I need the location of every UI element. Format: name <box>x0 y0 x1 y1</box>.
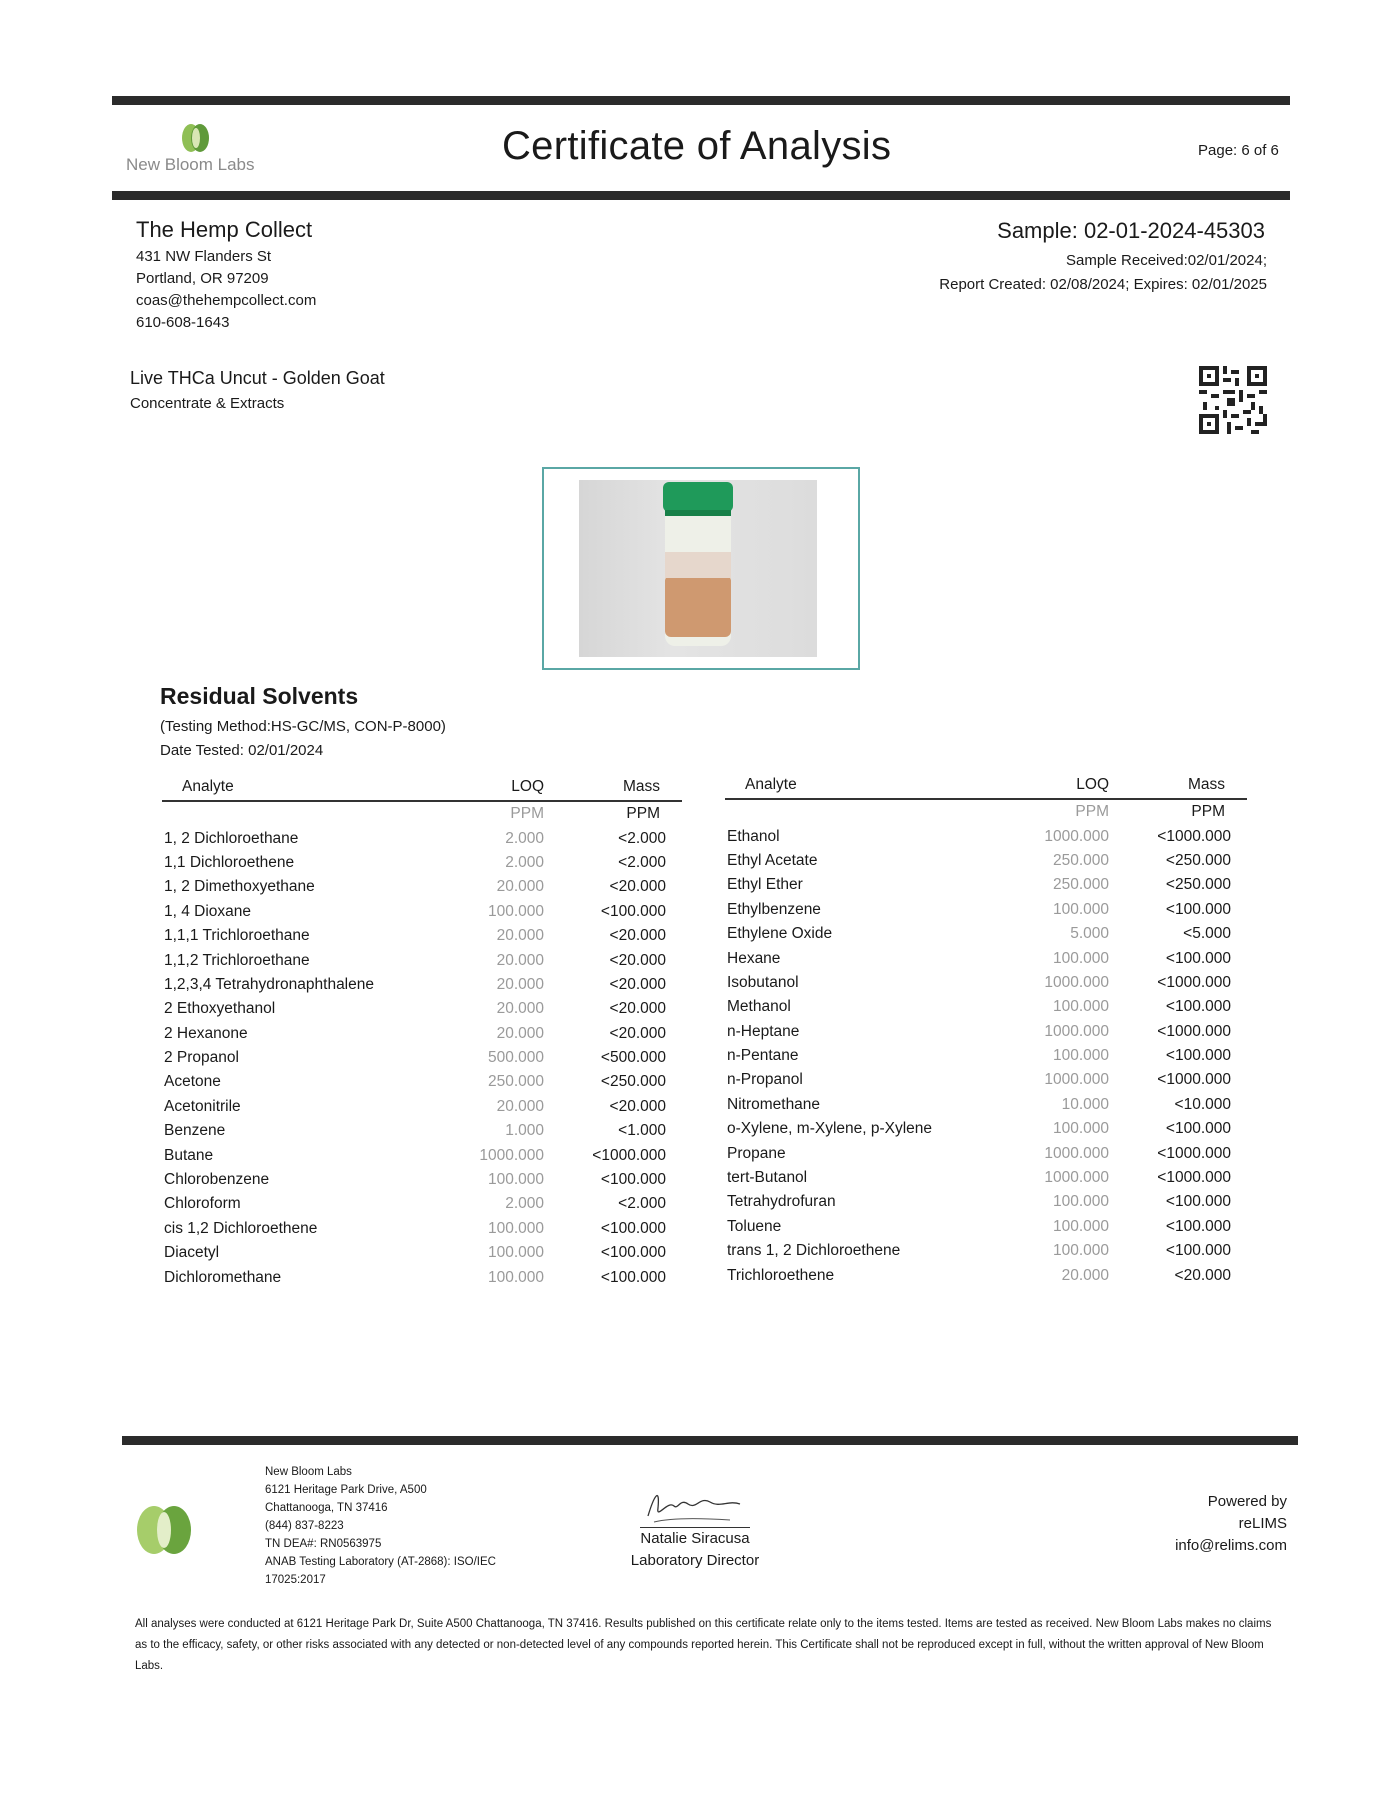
mass-cell: <1000.000 <box>592 1146 666 1164</box>
table-row <box>725 849 1247 873</box>
powered-by-block <box>1175 1491 1287 1557</box>
header-mass: Mass <box>1109 772 1247 799</box>
analyte-cell: Acetone <box>164 1073 221 1091</box>
mass-cell: <20.000 <box>609 927 666 945</box>
client-address <box>136 246 316 334</box>
analyte-cell: Ethanol <box>727 827 780 845</box>
lab-line: New Bloom Labs <box>265 1466 352 1478</box>
analyte-cell: 1,1,2 Trichloroethane <box>164 951 310 969</box>
powered-by-label: Powered by <box>1207 1493 1287 1510</box>
loq-cell: 20.000 <box>1061 1266 1109 1284</box>
table-row <box>725 1215 1247 1239</box>
loq-cell: 100.000 <box>487 902 544 920</box>
table-row <box>725 1044 1247 1068</box>
sample-id: Sample: 02-01-2024-45303 <box>997 218 1265 243</box>
analyte-cell: Ethyl Ether <box>727 876 803 894</box>
analyte-cell: Toluene <box>727 1217 782 1235</box>
analyte-cell: tert-Butanol <box>727 1169 808 1187</box>
table-row <box>725 1068 1247 1092</box>
table-row <box>725 995 1247 1019</box>
table-row <box>162 1168 682 1192</box>
mass-cell: <100.000 <box>600 1171 666 1189</box>
mass-cell: <20.000 <box>609 878 666 896</box>
loq-cell: 20.000 <box>496 1024 544 1042</box>
table-row <box>162 1046 682 1070</box>
loq-cell: 1000.000 <box>1044 827 1109 845</box>
table-row <box>725 1190 1247 1214</box>
analyte-cell: n-Pentane <box>727 1047 799 1065</box>
table-row <box>725 1166 1247 1190</box>
analyte-cell: 2 Hexanone <box>164 1024 248 1042</box>
unit-loq: PPM <box>510 805 544 823</box>
analyte-cell: Acetonitrile <box>164 1097 241 1115</box>
mass-cell: <1000.000 <box>1157 1071 1231 1089</box>
table-row <box>162 900 682 924</box>
analyte-cell: Hexane <box>727 949 781 967</box>
loq-cell: 100.000 <box>1052 900 1109 918</box>
sample-received: Sample Received:02/01/2024; <box>1066 252 1267 269</box>
loq-cell: 100.000 <box>1052 1120 1109 1138</box>
loq-cell: 1000.000 <box>1044 973 1109 991</box>
analyte-cell: n-Propanol <box>727 1071 803 1089</box>
analyte-cell: Ethyl Acetate <box>727 851 818 869</box>
mass-cell: <1000.000 <box>1157 1144 1231 1162</box>
analyte-cell: Chloroform <box>164 1195 241 1213</box>
table-row <box>725 922 1247 946</box>
mass-cell: <100.000 <box>1165 949 1231 967</box>
loq-cell: 100.000 <box>1052 998 1109 1016</box>
table-row <box>162 973 682 997</box>
mass-cell: <20.000 <box>609 1097 666 1115</box>
mass-cell: <100.000 <box>1165 1047 1231 1065</box>
analyte-cell: Ethylbenzene <box>727 900 821 918</box>
lab-line: 17025:2017 <box>265 1574 326 1586</box>
analyte-cell: 1,1 Dichloroethene <box>164 853 295 871</box>
mass-cell: <2.000 <box>618 1195 666 1213</box>
analyte-cell: 2 Propanol <box>164 1049 239 1067</box>
loq-cell: 100.000 <box>487 1244 544 1262</box>
loq-cell: 2.000 <box>505 853 544 871</box>
mass-cell: <250.000 <box>1165 876 1231 894</box>
table-row <box>725 824 1247 848</box>
table-row <box>162 851 682 875</box>
mass-cell: <2.000 <box>618 829 666 847</box>
sample-vial-icon <box>579 480 817 657</box>
loq-cell: 10.000 <box>1061 1095 1109 1113</box>
mass-cell: <100.000 <box>1165 1193 1231 1211</box>
table-row <box>162 924 682 948</box>
loq-cell: 1000.000 <box>479 1146 544 1164</box>
address-line-2: Portland, OR 97209 <box>136 270 269 287</box>
loq-cell: 500.000 <box>487 1049 544 1067</box>
unit-mass: PPM <box>626 805 660 823</box>
analyte-cell: Methanol <box>727 998 791 1016</box>
table-header-row <box>725 772 1247 799</box>
table-row <box>162 1022 682 1046</box>
table-row <box>162 1192 682 1216</box>
mass-cell: <5.000 <box>1183 925 1231 943</box>
powered-by-name: reLIMS <box>1238 1515 1287 1532</box>
analyte-cell: 1, 4 Dioxane <box>164 902 252 920</box>
analyte-cell: Isobutanol <box>727 973 799 991</box>
analyte-cell: 2 Ethoxyethanol <box>164 1000 276 1018</box>
date-tested: Date Tested: 02/01/2024 <box>160 742 324 759</box>
mass-cell: <1000.000 <box>1157 973 1231 991</box>
mass-cell: <20.000 <box>609 1000 666 1018</box>
loq-cell: 100.000 <box>487 1268 544 1286</box>
document-title: Certificate of Analysis <box>502 124 892 168</box>
loq-cell: 1.000 <box>505 1122 544 1140</box>
logo-text: New Bloom Labs <box>126 155 255 174</box>
table-header-row <box>162 774 682 801</box>
table-row <box>162 1143 682 1167</box>
header-analyte: Analyte <box>162 774 432 801</box>
mass-cell: <1000.000 <box>1157 827 1231 845</box>
analyte-cell: Diacetyl <box>164 1244 220 1262</box>
mass-cell: <250.000 <box>1165 851 1231 869</box>
mass-cell: <100.000 <box>600 1244 666 1262</box>
analyte-cell: Chlorobenzene <box>164 1171 270 1189</box>
table-row <box>162 875 682 899</box>
loq-cell: 1000.000 <box>1044 1169 1109 1187</box>
header-loq: LOQ <box>432 774 544 801</box>
loq-cell: 2.000 <box>505 1195 544 1213</box>
mass-cell: <20.000 <box>609 1024 666 1042</box>
mass-cell: <100.000 <box>600 902 666 920</box>
loq-cell: 1000.000 <box>1044 1144 1109 1162</box>
analyte-cell: Benzene <box>164 1122 226 1140</box>
mass-cell: <20.000 <box>1174 1266 1231 1284</box>
lab-line: Chattanooga, TN 37416 <box>265 1502 388 1514</box>
loq-cell: 100.000 <box>487 1171 544 1189</box>
analyte-cell: 1, 2 Dichloroethane <box>164 829 299 847</box>
loq-cell: 250.000 <box>487 1073 544 1091</box>
header-analyte: Analyte <box>725 772 997 799</box>
mass-cell: <500.000 <box>600 1049 666 1067</box>
loq-cell: 2.000 <box>505 829 544 847</box>
table-row <box>725 1141 1247 1165</box>
analyte-cell: cis 1,2 Dichloroethene <box>164 1219 318 1237</box>
analyte-cell: Ethylene Oxide <box>727 925 833 943</box>
units-row <box>725 799 1247 824</box>
table-row <box>162 1217 682 1241</box>
analyte-cell: Dichloromethane <box>164 1268 282 1286</box>
mass-cell: <1.000 <box>618 1122 666 1140</box>
header-mass: Mass <box>544 774 682 801</box>
lab-line: ANAB Testing Laboratory (AT-2868): ISO/IEC <box>265 1556 496 1568</box>
mass-cell: <2.000 <box>618 853 666 871</box>
analyte-cell: Propane <box>727 1144 786 1162</box>
mass-cell: <100.000 <box>1165 1120 1231 1138</box>
page-number: Page: 6 of 6 <box>1198 142 1279 159</box>
table-row <box>162 1095 682 1119</box>
top-rule <box>112 96 1290 105</box>
table-row <box>725 946 1247 970</box>
lab-line: (844) 837-8223 <box>265 1520 344 1532</box>
product-name: Live THCa Uncut - Golden Goat <box>130 368 385 388</box>
section-title: Residual Solvents <box>160 683 359 709</box>
table-row <box>162 1070 682 1094</box>
table-row <box>725 873 1247 897</box>
disclaimer: All analyses were conducted at 6121 Heritage Park Dr, Suite A500 Chattanooga, TN 37416. Results published on this certificate relate only to the items tested. Items are tested as received. New Bloom Labs makes no claims as to the efficacy, safety, or other risks associated with any detected or non-detected level of any compounds reported herein. This Certificate shall not be reproduced except in full, without the written approval of New Bloom Labs. <box>135 1618 1272 1672</box>
analyte-cell: 1,2,3,4 Tetrahydronaphthalene <box>164 975 374 993</box>
analyte-cell: Trichloroethene <box>727 1266 835 1284</box>
analyte-cell: Tetrahydrofuran <box>727 1193 836 1211</box>
table-row <box>162 1265 682 1289</box>
lab-line: TN DEA#: RN0563975 <box>265 1538 382 1550</box>
right-rows <box>725 799 1247 1288</box>
mass-cell: <250.000 <box>600 1073 666 1091</box>
loq-cell: 1000.000 <box>1044 1022 1109 1040</box>
mass-cell: <1000.000 <box>1157 1169 1231 1187</box>
client-phone: 610-608-1643 <box>136 314 230 331</box>
product-photo <box>579 480 817 657</box>
qr-code-icon[interactable] <box>1199 366 1267 434</box>
loq-cell: 100.000 <box>1052 949 1109 967</box>
loq-cell: 250.000 <box>1052 851 1109 869</box>
loq-cell: 1000.000 <box>1044 1071 1109 1089</box>
table-row <box>162 997 682 1021</box>
mass-cell: <100.000 <box>1165 1242 1231 1260</box>
analyte-cell: Nitromethane <box>727 1095 821 1113</box>
footer-logo <box>132 1500 198 1560</box>
analyte-cell: 1,1,1 Trichloroethane <box>164 927 310 945</box>
signature <box>640 1478 750 1528</box>
table-row <box>725 1117 1247 1141</box>
product-category: Concentrate & Extracts <box>130 395 285 412</box>
table-row <box>162 826 682 850</box>
loq-cell: 250.000 <box>1052 876 1109 894</box>
table-row <box>725 1093 1247 1117</box>
units-row <box>162 801 682 826</box>
mass-cell: <100.000 <box>600 1219 666 1237</box>
lab-address-block <box>265 1463 496 1589</box>
analyte-cell: trans 1, 2 Dichloroethene <box>727 1242 901 1260</box>
table-row <box>725 898 1247 922</box>
mass-cell: <20.000 <box>609 975 666 993</box>
solvents-table-left <box>162 774 682 1290</box>
mass-cell: <100.000 <box>1165 900 1231 918</box>
footer-rule <box>122 1436 1298 1445</box>
unit-mass: PPM <box>1191 803 1225 821</box>
address-line-1: 431 NW Flanders St <box>136 248 272 265</box>
table-row <box>725 971 1247 995</box>
client-name: The Hemp Collect <box>136 217 313 242</box>
table-row <box>725 1263 1247 1287</box>
testing-method: (Testing Method:HS-GC/MS, CON-P-8000) <box>160 718 446 735</box>
loq-cell: 20.000 <box>496 1000 544 1018</box>
lab-line: 6121 Heritage Park Drive, A500 <box>265 1484 427 1496</box>
mass-cell: <10.000 <box>1174 1095 1231 1113</box>
lab-logo <box>178 120 214 156</box>
table-row <box>162 1241 682 1265</box>
loq-cell: 20.000 <box>496 1097 544 1115</box>
analyte-cell: 1, 2 Dimethoxyethane <box>164 878 315 896</box>
header-loq: LOQ <box>997 772 1109 799</box>
loq-cell: 100.000 <box>487 1219 544 1237</box>
powered-by-email[interactable]: info@relims.com <box>1175 1537 1287 1554</box>
leaf-logo-icon <box>178 120 214 156</box>
left-rows <box>162 801 682 1290</box>
analyte-cell: n-Heptane <box>727 1022 800 1040</box>
solvents-table-right <box>725 772 1247 1288</box>
client-email: coas@thehempcollect.com <box>136 292 317 309</box>
analyte-cell: Butane <box>164 1146 214 1164</box>
table-row <box>162 1119 682 1143</box>
mass-cell: <1000.000 <box>1157 1022 1231 1040</box>
product-photo-frame <box>542 467 860 670</box>
leaf-logo-icon <box>132 1500 198 1560</box>
loq-cell: 100.000 <box>1052 1193 1109 1211</box>
mass-cell: <100.000 <box>1165 998 1231 1016</box>
mass-cell: <100.000 <box>1165 1217 1231 1235</box>
header-rule <box>112 191 1290 200</box>
table-row <box>162 948 682 972</box>
loq-cell: 100.000 <box>1052 1217 1109 1235</box>
signer-name: Natalie Siracusa <box>640 1530 750 1547</box>
loq-cell: 20.000 <box>496 927 544 945</box>
loq-cell: 5.000 <box>1070 925 1109 943</box>
signer-block <box>620 1528 770 1572</box>
table-row <box>725 1239 1247 1263</box>
loq-cell: 100.000 <box>1052 1047 1109 1065</box>
loq-cell: 20.000 <box>496 975 544 993</box>
sample-dates <box>939 249 1267 297</box>
report-created: Report Created: 02/08/2024; Expires: 02/01/2025 <box>939 276 1267 293</box>
table-row <box>725 1020 1247 1044</box>
signer-title: Laboratory Director <box>630 1552 760 1569</box>
mass-cell: <100.000 <box>600 1268 666 1286</box>
loq-cell: 20.000 <box>496 951 544 969</box>
analyte-cell: o-Xylene, m-Xylene, p-Xylene <box>727 1120 933 1138</box>
loq-cell: 20.000 <box>496 878 544 896</box>
loq-cell: 100.000 <box>1052 1242 1109 1260</box>
mass-cell: <20.000 <box>609 951 666 969</box>
unit-loq: PPM <box>1075 803 1109 821</box>
